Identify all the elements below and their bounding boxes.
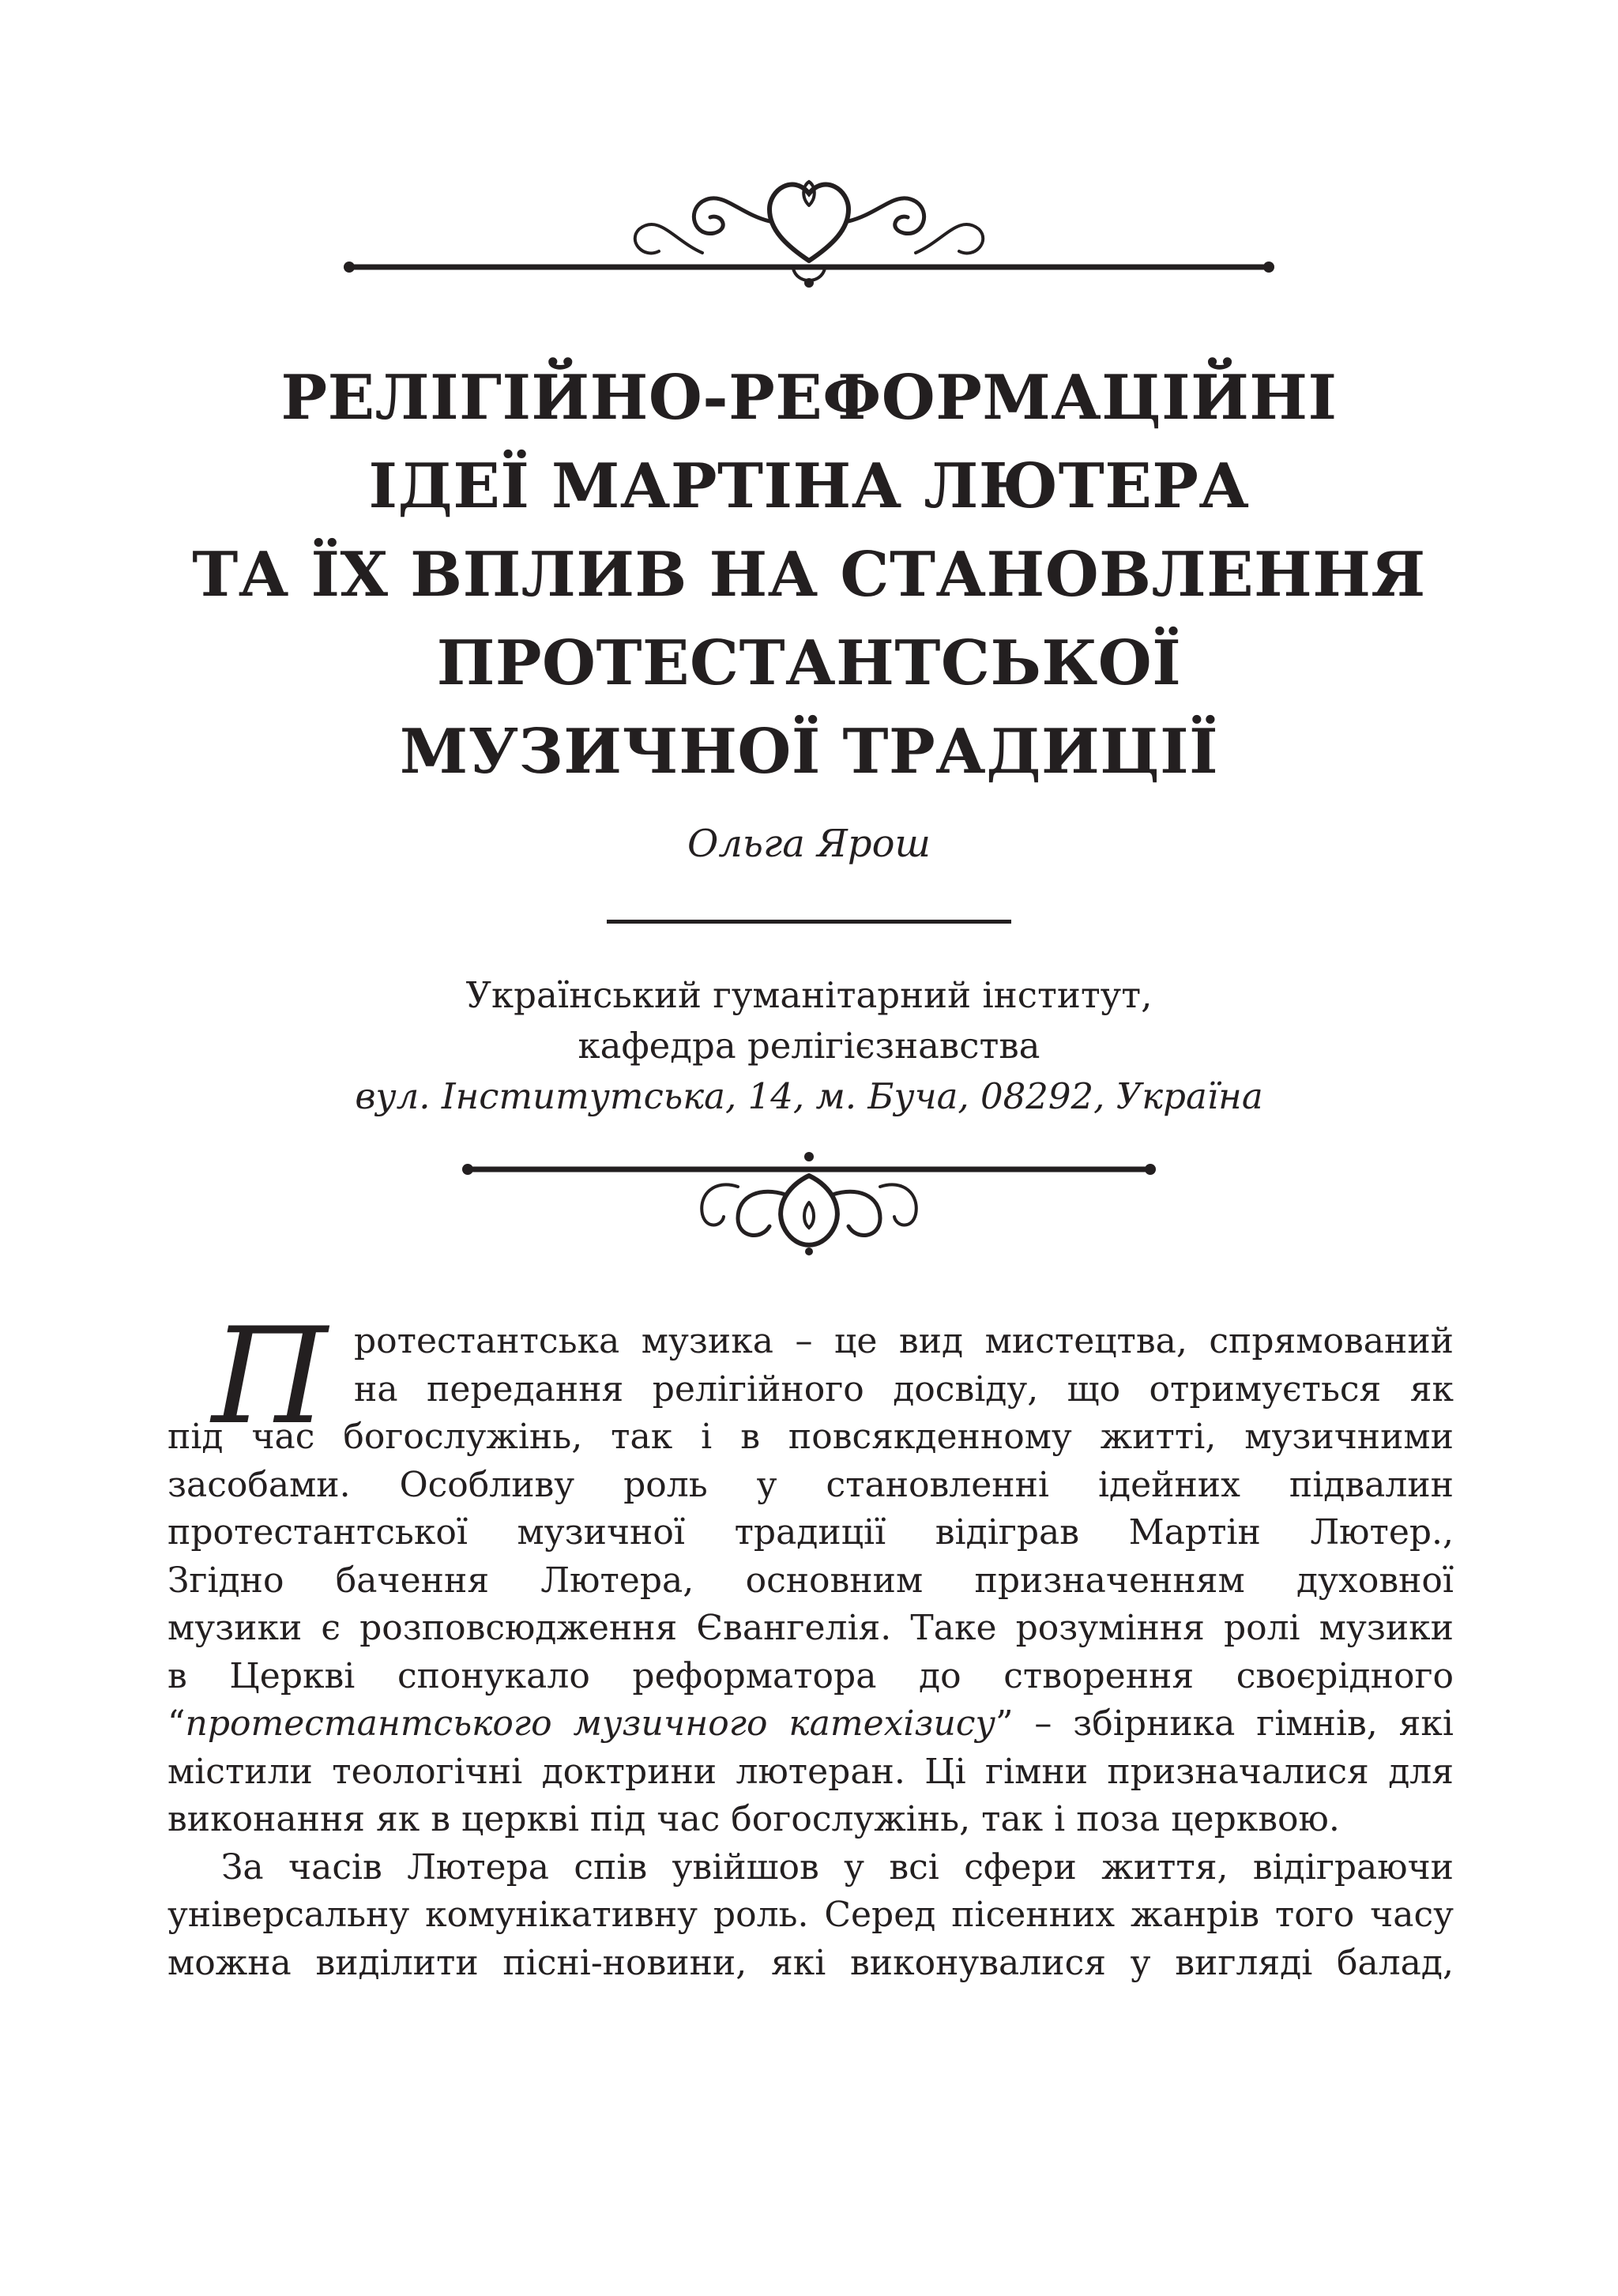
author-divider	[607, 920, 1011, 924]
italic-phrase: протестантського музичного катехізису	[185, 1703, 995, 1744]
author-name: Ольга Ярош	[687, 822, 931, 866]
top-ornament	[0, 158, 1618, 292]
text-line: протестантської музичної традиції відіграв Мартін Лютер.,	[167, 1512, 1454, 1553]
title-line: РЕЛІГІЙНО-РЕФОРМАЦІЙНІ	[280, 362, 1338, 434]
title-line: ПРОТЕСТАНТСЬКОЇ	[436, 627, 1182, 699]
text-line: містили теологічні доктрини лютеран. Ці гімни призначалися для	[167, 1751, 1454, 1792]
text-line: в Церкві спонукало реформатора до створення своєрідного	[167, 1655, 1454, 1696]
bottom-ornament	[0, 1147, 1618, 1266]
affiliation-institution: Український гуманітарний інститут,	[465, 974, 1153, 1016]
title-line: МУЗИЧНОЇ ТРАДИЦІЇ	[399, 716, 1219, 788]
line-rest: ” – збірника гімнів, які	[995, 1703, 1454, 1744]
text-line: можна виділити пісні-новини, які виконувалися у вигляді балад,	[167, 1942, 1454, 1983]
article-title	[182, 354, 1436, 796]
text-line: ротестантська музика – це вид мистецтва, спрямований	[354, 1321, 1454, 1361]
affiliation-address: вул. Інститутська, 14, м. Буча, 08292, Україна	[355, 1075, 1263, 1117]
affiliation-department: кафедра релігієзнавства	[578, 1025, 1040, 1067]
open-quote: “	[167, 1703, 186, 1744]
drop-cap: П	[212, 1299, 328, 1454]
text-line: універсальну комунікативну роль. Серед пісенних жанрів того часу	[167, 1895, 1454, 1935]
text-line: виконання як в церкві під час богослужінь, так і поза церквою.	[167, 1799, 1340, 1839]
text-line: Згідно бачення Лютера, основним призначенням духовної	[167, 1560, 1454, 1601]
flourish-ornament-icon	[461, 1147, 1157, 1266]
text-line: За часів Лютера спів увійшов у всі сфери життя, відіграючи	[221, 1846, 1454, 1888]
paragraph	[167, 1844, 1454, 1988]
flourish-ornament-icon	[343, 158, 1275, 292]
affiliation	[0, 970, 1618, 1122]
text-line: музики є розповсюдження Євангелія. Таке розуміння ролі музики	[167, 1608, 1454, 1648]
text-line	[167, 1700, 1454, 1748]
body-text	[167, 1318, 1454, 1987]
text-line: засобами. Особливу роль у становленні ідейних підвалин	[167, 1464, 1454, 1505]
text-line: під час богослужінь, так і в повсякденному житті, музичними	[167, 1417, 1454, 1457]
text-line: на передання релігійного досвіду, що отримується як	[354, 1368, 1454, 1410]
title-line: ТА ЇХ ВПЛИВ НА СТАНОВЛЕННЯ	[192, 539, 1426, 611]
title-line: ІДЕЇ МАРТІНА ЛЮТЕРА	[368, 450, 1250, 522]
paragraph	[167, 1318, 1454, 1844]
